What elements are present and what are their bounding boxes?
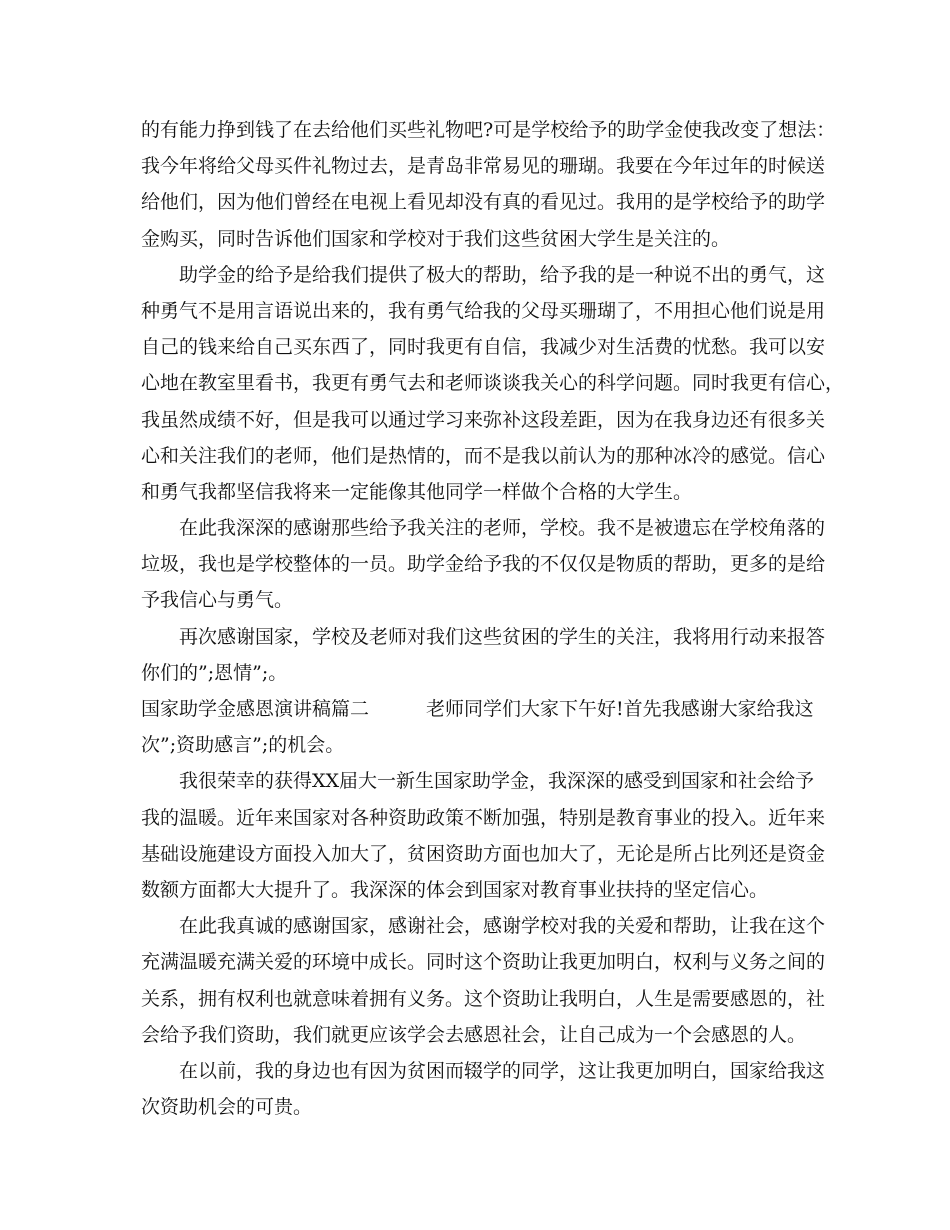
text-line: 在此我深深的感谢那些给予我关注的老师，学校。我不是被遗忘在学校角落的	[179, 517, 826, 540]
text-line: 次资助机会的可贵。	[141, 1096, 313, 1119]
text-line: 我很荣幸的获得XX届大一新生国家助学金，我深深的感受到国家和社会给予	[179, 770, 815, 793]
text-line: 我今年将给父母买件礼物过去，是青岛非常易见的珊瑚。我要在今年过年的时候送	[141, 155, 826, 178]
text-line: 助学金的给予是给我们提供了极大的帮助，给予我的是一种说不出的勇气，这	[179, 263, 826, 286]
text-line: 我虽然成绩不好，但是我可以通过学习来弥补这段差距，因为在我身边还有很多关	[141, 408, 826, 431]
text-line: 的有能力挣到钱了在去给他们买些礼物吧?可是学校给予的助学金使我改变了想法：	[141, 119, 836, 141]
text-line: 心和关注我们的老师，他们是热情的，而不是我以前认为的那种冰冷的感觉。信心	[141, 444, 826, 467]
text-line: 给他们，因为他们曾经在电视上看见却没有真的看见过。我用的是学校给予的助学	[141, 191, 826, 214]
text-line: 基础设施建设方面投入加大了，贫困资助方面也加大了，无论是所占比列还是资金	[141, 842, 826, 865]
text-line: 在以前，我的身边也有因为贫困而辍学的同学，这让我更加明白，国家给我这	[179, 1059, 826, 1082]
text-line: 种勇气不是用言语说出来的，我有勇气给我的父母买珊瑚了，不用担心他们说是用	[141, 299, 826, 322]
document-body	[141, 112, 845, 1125]
text-line: 心地在教室里看书，我更有勇气去和老师谈谈我关心的科学问题。同时我更有信心，	[141, 372, 845, 395]
text-line: 国家助学金感恩演讲稿篇二 老师同学们大家下午好!首先我感谢大家给我这	[141, 698, 814, 720]
text-line: 金购买，同时告诉他们国家和学校对于我们这些贫困大学生是关注的。	[141, 227, 731, 250]
text-line: 和勇气我都坚信我将来一定能像其他同学一样做个合格的大学生。	[141, 480, 693, 503]
text-line: 会给予我们资助，我们就更应该学会去感恩社会，让自己成为一个会感恩的人。	[141, 1023, 807, 1046]
text-line: 垃圾，我也是学校整体的一员。助学金给予我的不仅仅是物质的帮助，更多的是给	[141, 553, 826, 576]
text-line: 予我信心与勇气。	[141, 589, 294, 612]
text-line: 在此我真诚的感谢国家，感谢社会，感谢学校对我的关爱和帮助，让我在这个	[179, 915, 826, 938]
text-line: 数额方面都大大提升了。我深深的体会到国家对教育事业扶持的坚定信心。	[141, 878, 769, 901]
text-line: 次”;资助感言”;的机会。	[141, 734, 345, 757]
text-line: 我的温暖。近年来国家对各种资助政策不断加强，特别是教育事业的投入。近年来	[141, 806, 826, 829]
text-line: 自己的钱来给自己买东西了，同时我更有自信，我减少对生活费的忧愁。我可以安	[141, 336, 826, 359]
text-line: 关系，拥有权利也就意味着拥有义务。这个资助让我明白，人生是需要感恩的，社	[141, 987, 826, 1010]
text-line: 你们的”;恩情”;。	[141, 661, 288, 684]
text-line: 充满温暖充满关爱的环境中成长。同时这个资助让我更加明白，权利与义务之间的	[141, 951, 826, 974]
text-line: 再次感谢国家，学校及老师对我们这些贫困的学生的关注，我将用行动来报答	[179, 625, 826, 648]
